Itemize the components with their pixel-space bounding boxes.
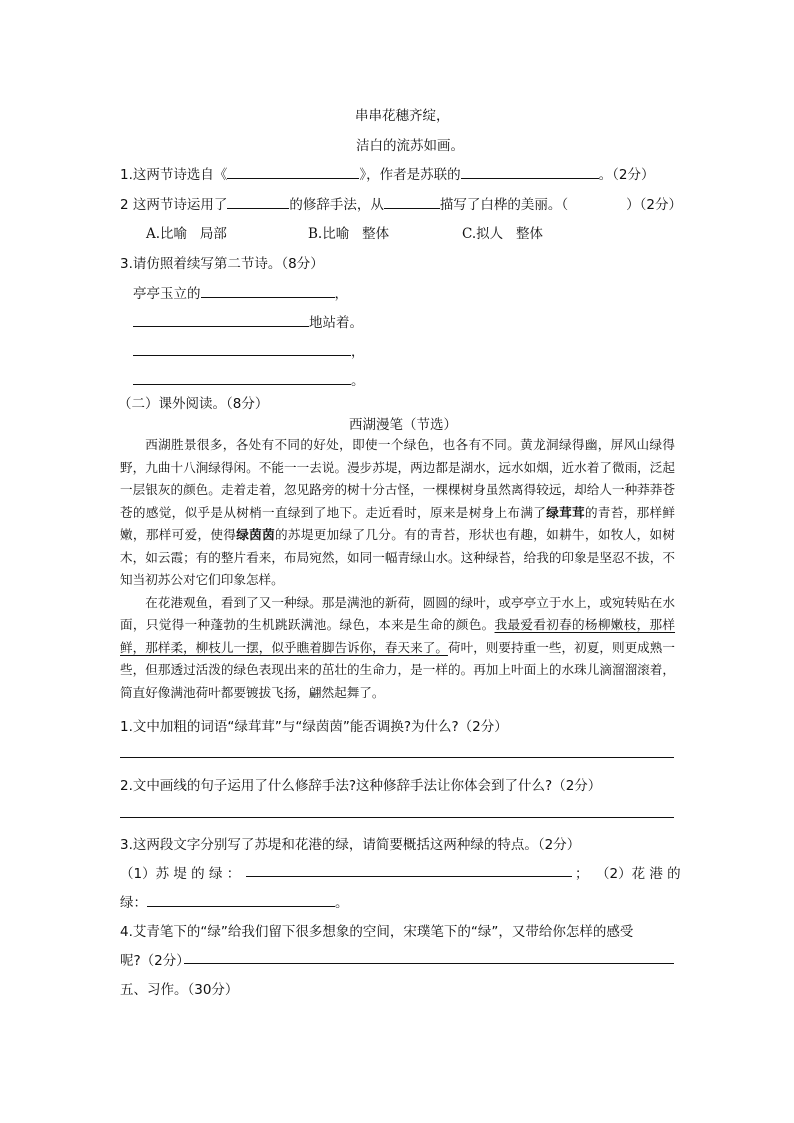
q2-blank-aspect[interactable] — [384, 194, 440, 209]
q2-option-c[interactable]: C.拟人 整体 — [462, 226, 544, 242]
q3-line3-end: ， — [351, 344, 365, 360]
q2-end: 描写了白桦的美丽。（ — [439, 197, 569, 213]
rq4-line-2: 呢?（2分） — [120, 953, 190, 969]
q3-line4-end: 。 — [351, 373, 365, 389]
q3-blank-2[interactable] — [133, 312, 309, 327]
rq4-answer-line[interactable] — [184, 963, 674, 964]
passage-paragraph-2 — [120, 592, 675, 705]
question-2 — [120, 193, 682, 213]
p2-text-b: 荷叶，则要持重一些，初夏，则更成熟一些，但那透过活泼的绿色表现出来的茁壮的生命力，是一样的。再加上叶面上的水珠儿滴溜溜滚着，简直好像满池荷叶都要镀拔飞扬，翩然起舞了。 — [120, 639, 676, 700]
section-2-heading: （二）课外阅读。（8分） — [118, 396, 269, 412]
rq3-blank-1[interactable] — [246, 876, 572, 877]
section-5-heading: 五、习作。（30分） — [120, 982, 239, 998]
passage-title: 西湖漫笔（节选） — [349, 417, 457, 433]
passage — [120, 434, 675, 704]
p1-bold-word-1: 绿茸茸 — [546, 504, 585, 520]
reading-question-4: 4.艾青笔下的“绿”给我们留下很多想象的空间，宋璞笔下的“绿”，又带给你怎样的感受 — [120, 924, 634, 940]
rq3-part-1-label: （1）苏 堤 的 绿 ： — [120, 866, 241, 882]
poem-line-1: 串串花穗齐绽， — [355, 108, 450, 124]
poem-line-2: 洁白的流苏如画。 — [356, 138, 464, 154]
question-3: 3.请仿照着续写第二节诗。（8分） — [120, 256, 324, 272]
q1-prefix: 1.这两节诗选自《 — [120, 167, 228, 183]
rq3-part-2-label-cont — [120, 891, 349, 911]
q3-line-3 — [133, 340, 365, 360]
q2-score: ）（2分） — [626, 197, 682, 213]
q3-line-2 — [133, 311, 363, 331]
rq3-part2-green: 绿： — [120, 895, 147, 911]
q1-end: 。（2分） — [598, 167, 655, 183]
q1-mid: 》，作者是苏联的 — [359, 167, 461, 183]
rq3-part-2-label: （2）花 港 的 — [596, 866, 681, 882]
q3-line2-end: 地站着。 — [309, 315, 363, 331]
q3-blank-3[interactable] — [133, 341, 351, 356]
rq3-end: 。 — [335, 895, 349, 911]
p1-text-b: 的青苔，那样鲜嫩，那样可爱，使得 — [120, 504, 676, 542]
p2-text-a: 在花港观鱼，看到了又一种绿。那是满池的新荷，圆圆的绿叶，或亭亭立于水上，或宛转贴在水面，只觉得一种蓬勃的生机跳跃满池。绿色，本来是生命的颜色。 — [120, 594, 675, 632]
q2-prefix: 2 这两节诗运用了 — [120, 197, 228, 213]
reading-question-2: 2.文中画线的句子运用了什么修辞手法?这种修辞手法让你体会到了什么?（2分） — [120, 778, 602, 794]
rq2-answer-line[interactable] — [120, 817, 674, 818]
q2-option-b[interactable]: B.比喻 整体 — [308, 226, 390, 242]
q2-mid: 的修辞手法，从 — [289, 197, 384, 213]
q3-blank-4[interactable] — [133, 370, 351, 385]
rq3-blank-2[interactable] — [147, 892, 335, 907]
p1-bold-word-2: 绿茵茵 — [236, 527, 275, 542]
q1-blank-source[interactable] — [227, 164, 359, 179]
p1-text-a: 西湖胜景很多，各处有不同的好处，即使一个绿色，也各有不同。黄龙洞绿得幽，屏风山绿得野，九曲十八涧绿得闲。不能一一去说。漫步苏堤，两边都是湖水，远水如烟，近水着了微雨，泛起一层银灰的颜色。走着走着，忽见路旁的树十分古怪，一棵棵树身虽然离得较远，却给人一种莽莽苍苍的感觉，似乎是从树梢一直绿到了地下。走近看时，原来是树身上布满了 — [120, 437, 675, 520]
q3-blank-1[interactable] — [201, 283, 335, 298]
p2-underlined-sentence: 我最爱看初春的杨柳嫩枝，那样鲜，那样柔，柳枝儿一摆，似乎瞧着脚告诉你，春天来了。 — [120, 617, 676, 655]
q1-blank-author[interactable] — [461, 164, 599, 179]
question-1 — [120, 163, 654, 183]
reading-question-1: 1.文中加粗的词语“绿茸茸”与“绿茵茵”能否调换?为什么?（2分） — [120, 719, 508, 735]
q2-blank-rhetoric[interactable] — [227, 194, 289, 209]
q2-option-a[interactable]: A.比喻 局部 — [146, 226, 227, 242]
reading-question-3: 3.这两段文字分别写了苏堤和花港的绿，请简要概括这两种绿的特点。（2分） — [120, 837, 581, 853]
p1-text-c: 的苏堤更加绿了几分。有的青苔，形状也有趣，如耕牛，如牧人，如树木，如云霞；有的整片看来，布局宛然，如同一幅青绿山水。这种绿苔，给我的印象是坚忍不拔，不知当初苏公对它们印象怎样。 — [120, 527, 676, 587]
rq1-answer-line[interactable] — [120, 757, 674, 758]
q3-line-1 — [133, 282, 348, 302]
rq3-separator: ； — [575, 866, 589, 882]
passage-paragraph-1 — [120, 434, 675, 592]
q3-line1-end: ， — [334, 286, 348, 302]
q3-line1-prefix: 亭亭玉立的 — [133, 286, 201, 302]
q3-line-4 — [133, 369, 365, 389]
